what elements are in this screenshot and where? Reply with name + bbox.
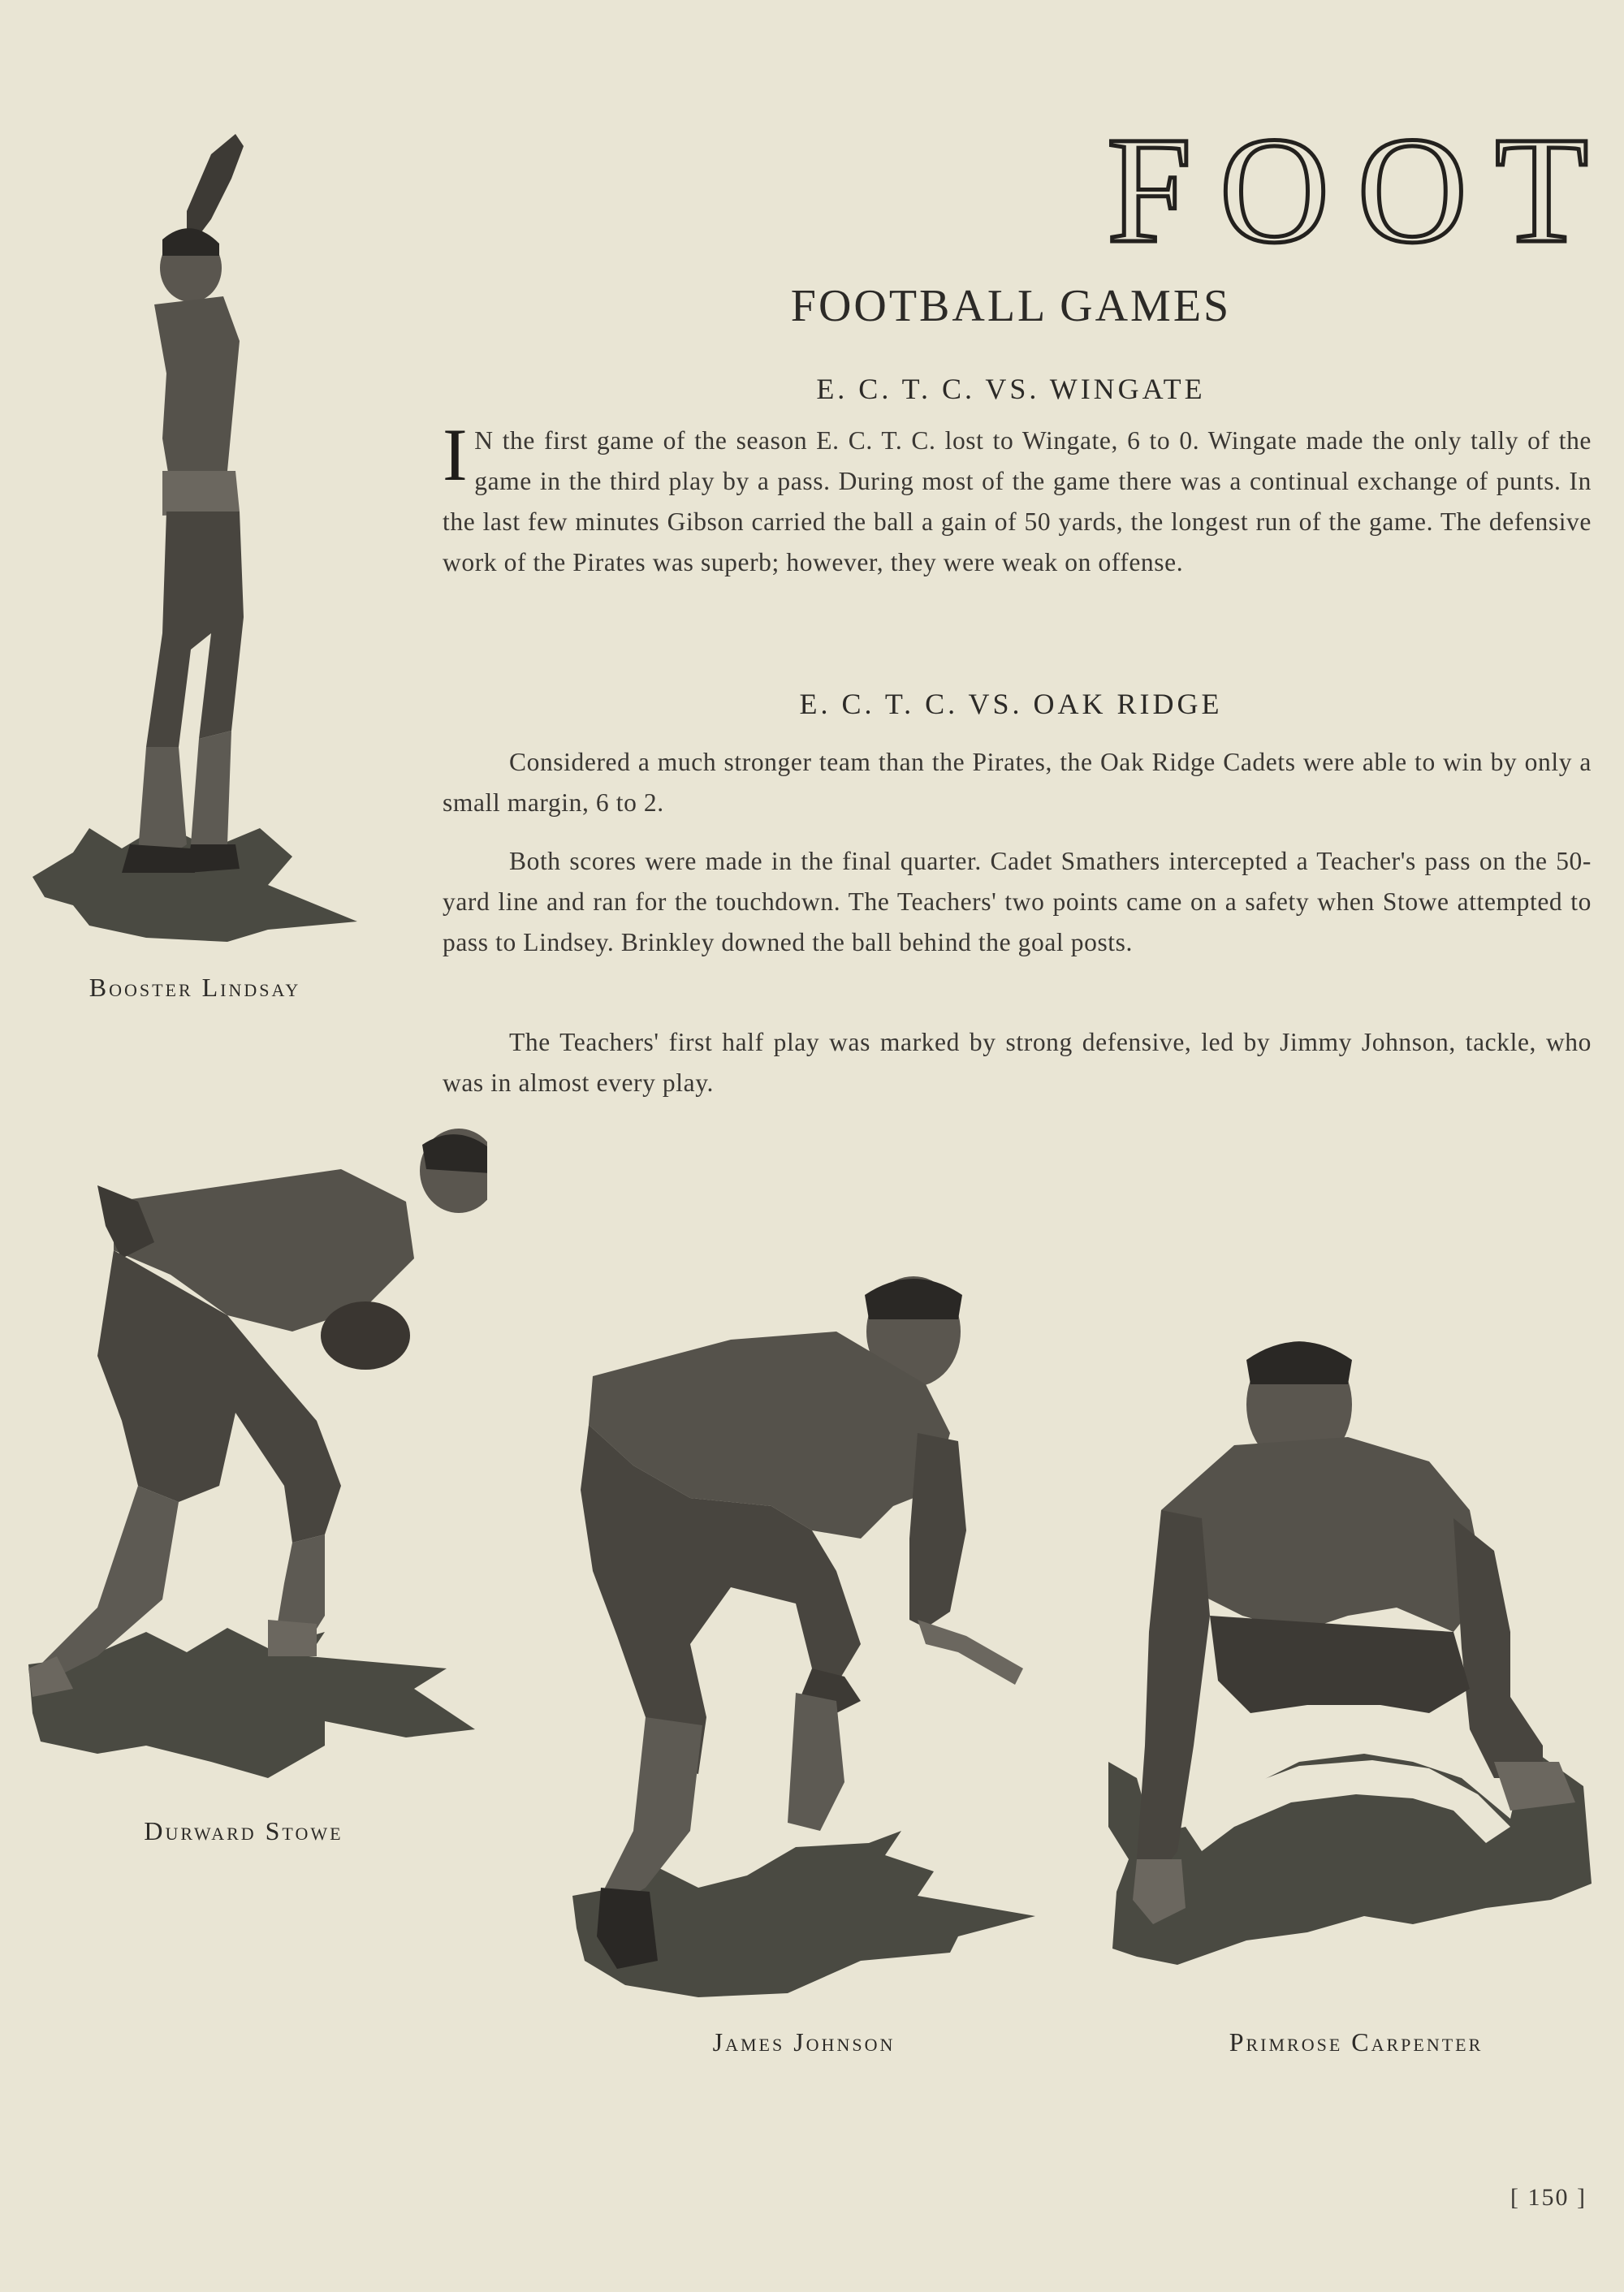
caption-carpenter: Primrose Carpenter [1229, 2027, 1484, 2057]
game-heading-wingate: E. C. T. C. VS. WINGATE [816, 373, 1206, 405]
player-photo-stowe [24, 1129, 487, 1786]
drop-cap: I [443, 413, 469, 496]
paragraph: Both scores were made in the final quarter. Cadet Smathers intercepted a Teacher's pass on the 50-yard line and ran for the touchdown. The Teachers' two points came on a safety when Stowe attempted to pass to Lindsey. Brinkley downed the ball behind the goal posts. [443, 847, 1592, 956]
paragraph: The Teachers' first half play was marked by strong defensive, led by Jimmy Johnson, tackle, who was in almost every play. [443, 1028, 1592, 1097]
page-number: [ 150 ] [1510, 2184, 1587, 2211]
paragraph: Considered a much stronger team than the Pirates, the Oak Ridge Cadets were able to win by only a small margin, 6 to 2. [443, 748, 1592, 817]
game-report-wingate [443, 413, 1592, 583]
player-photo-lindsay [24, 130, 374, 950]
paragraph: N the first game of the season E. C. T. C. lost to Wingate, 6 to 0. Wingate made the only tally of the game in the third play by a pass. During most of the game there was a continual exchange of punts. In the last few minutes Gibson carried the ball a gain of 50 yards, the longest run of the game. The defensive work of the Pirates was superb; however, they were weak on offense. [443, 426, 1592, 576]
section-heading: FOOTBALL GAMES [790, 281, 1232, 331]
caption-stowe: Durward Stowe [144, 1816, 343, 1845]
player-photo-carpenter [1104, 1323, 1592, 1997]
page-title-large: FOOT [1107, 105, 1616, 274]
caption-johnson: James Johnson [712, 2027, 896, 2057]
game-heading-oak-ridge: E. C. T. C. VS. OAK RIDGE [799, 688, 1223, 720]
player-photo-johnson [568, 1263, 1039, 2009]
caption-lindsay: Booster Lindsay [89, 973, 301, 1002]
